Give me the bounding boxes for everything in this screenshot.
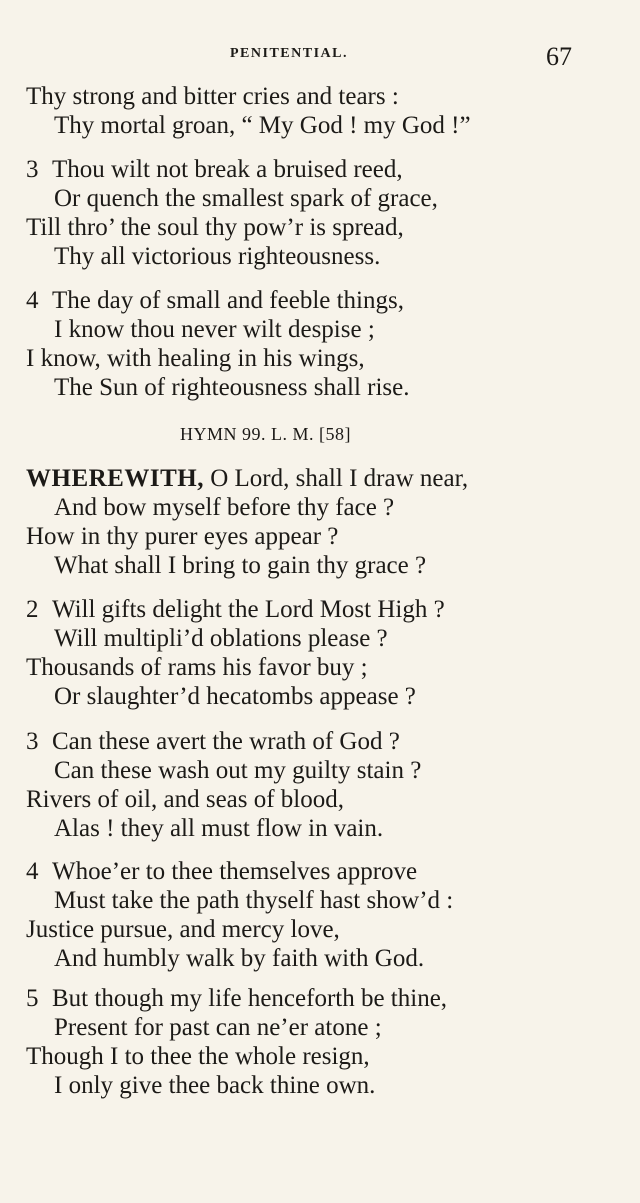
verse-line: The Sun of righteousness shall rise. xyxy=(54,374,410,401)
verse-line: Justice pursue, and mercy love, xyxy=(26,916,340,943)
stanza-number: 4 xyxy=(26,287,39,314)
stanza-first-line xyxy=(26,155,403,185)
stanza-first-line xyxy=(26,984,447,1014)
lead-word: WHEREWITH, xyxy=(26,465,204,492)
verse-line: Till thro’ the soul thy pow’r is spread, xyxy=(26,214,404,241)
stanza-first-line xyxy=(26,727,400,757)
verse-line: How in thy purer eyes appear ? xyxy=(26,523,339,550)
hymn-header: HYMN 99. L. M. [58] xyxy=(180,424,351,444)
page-number: 67 xyxy=(546,42,572,71)
verse-line: Thousands of rams his favor buy ; xyxy=(26,654,368,681)
stanza-number: 3 xyxy=(26,728,39,755)
verse-line: Will gifts delight the Lord Most High ? xyxy=(52,596,445,623)
verse-line: Rivers of oil, and seas of blood, xyxy=(26,786,345,813)
verse-line: Present for past can ne’er atone ; xyxy=(54,1014,382,1041)
verse-line: Thy mortal groan, “ My God ! my God !” xyxy=(54,112,471,139)
verse-line: I know thou never wilt despise ; xyxy=(54,316,375,343)
verse-line: And humbly walk by faith with God. xyxy=(54,945,425,972)
verse-line: I know, with healing in his wings, xyxy=(26,345,365,372)
verse-line: Or slaughter’d hecatombs appease ? xyxy=(54,683,416,710)
verse-line: Can these avert the wrath of God ? xyxy=(52,728,400,755)
verse-line: I only give thee back thine own. xyxy=(54,1072,376,1099)
verse-line: What shall I bring to gain thy grace ? xyxy=(54,552,427,579)
hymn-first-line xyxy=(26,464,468,494)
verse-line: Whoe’er to thee themselves approve xyxy=(52,858,418,885)
running-head: PENITENTIAL. xyxy=(230,46,348,61)
verse-line: Thy strong and bitter cries and tears : xyxy=(26,83,399,110)
verse-line: Thou wilt not break a bruised reed, xyxy=(52,156,403,183)
stanza-number: 3 xyxy=(26,156,39,183)
verse-line: O Lord, shall I draw near, xyxy=(203,465,469,492)
verse-line: And bow myself before thy face ? xyxy=(54,494,395,521)
verse-line: Will multipli’d oblations please ? xyxy=(54,625,388,652)
verse-line: Or quench the smallest spark of grace, xyxy=(54,185,438,212)
verse-line: Though I to thee the whole resign, xyxy=(26,1043,370,1070)
verse-line: Alas ! they all must flow in vain. xyxy=(54,815,384,842)
verse-line: Thy all victorious righteousness. xyxy=(54,243,381,270)
stanza-number: 4 xyxy=(26,858,39,885)
stanza-first-line xyxy=(26,857,417,887)
verse-line: The day of small and feeble things, xyxy=(52,287,404,314)
verse-line: But though my life henceforth be thine, xyxy=(52,985,448,1012)
verse-line: Can these wash out my guilty stain ? xyxy=(54,757,422,784)
stanza-number: 2 xyxy=(26,596,39,623)
verse-line: Must take the path thyself hast show’d : xyxy=(54,887,454,914)
stanza-number: 5 xyxy=(26,985,39,1012)
stanza-first-line xyxy=(26,286,404,316)
stanza-first-line xyxy=(26,595,445,625)
